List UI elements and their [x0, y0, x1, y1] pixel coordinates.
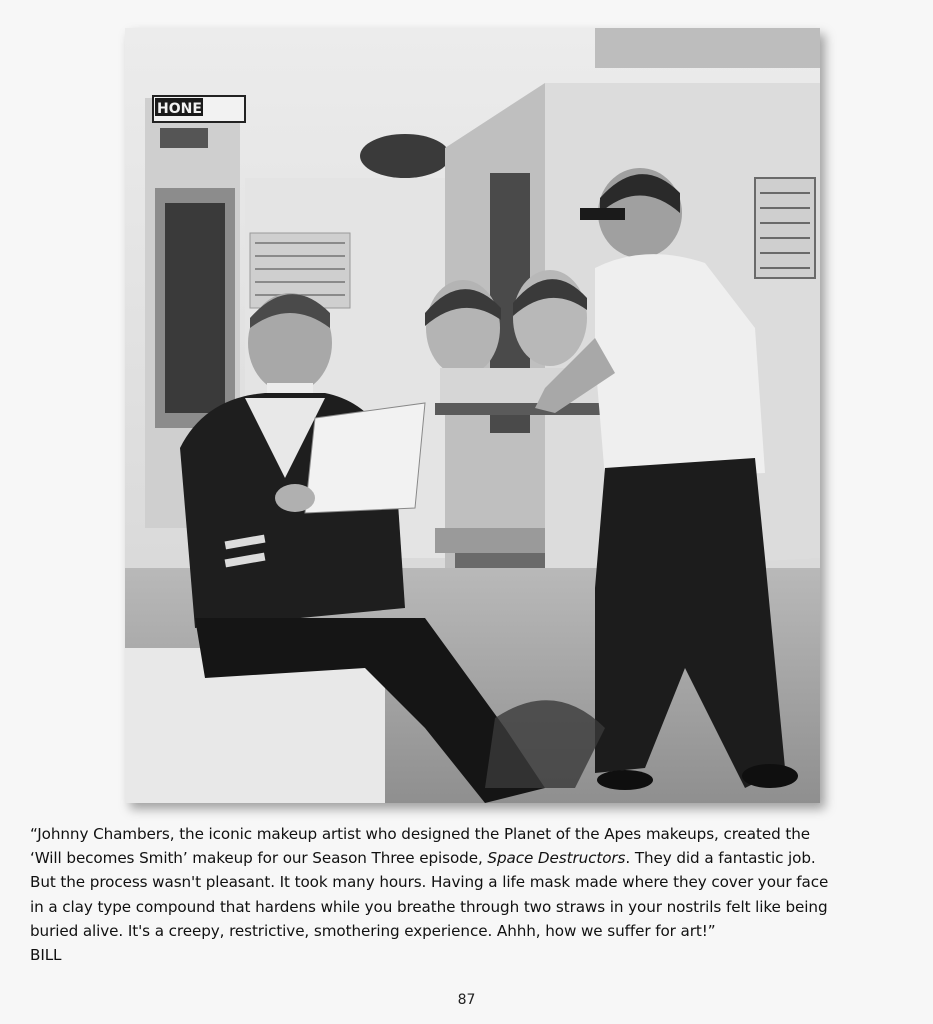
caption-line-2 [30, 846, 910, 870]
caption-line-3: But the process wasn't pleasant. It took many hours. Having a life mask made where they cover your face [30, 873, 829, 892]
photo-caption [30, 822, 910, 967]
caption-line-2-start: ‘Will becomes Smith’ makeup for our Season Three episode, [30, 849, 488, 868]
caption-signature: BILL [30, 946, 62, 965]
caption-line-1: “Johnny Chambers, the iconic makeup artist who designed the Planet of the Apes makeups, created the [30, 825, 810, 843]
page-number: 87 [457, 992, 476, 1008]
episode-title: Space Destructors [487, 849, 626, 868]
tree [360, 134, 450, 178]
caption-line-5: buried alive. It's a creepy, restrictive, smothering experience. Ahhh, how we suffer for art!” [30, 921, 716, 940]
caption-line-4: in a clay type compound that hardens while you breathe through two straws in your nostrils felt like being [30, 897, 828, 916]
script-pages [305, 403, 425, 513]
caption-line-2-end: . They did a fantastic job. [625, 849, 816, 868]
photo-illustration [125, 28, 820, 803]
phone-sign: HONE [157, 101, 202, 117]
photograph [125, 28, 820, 803]
